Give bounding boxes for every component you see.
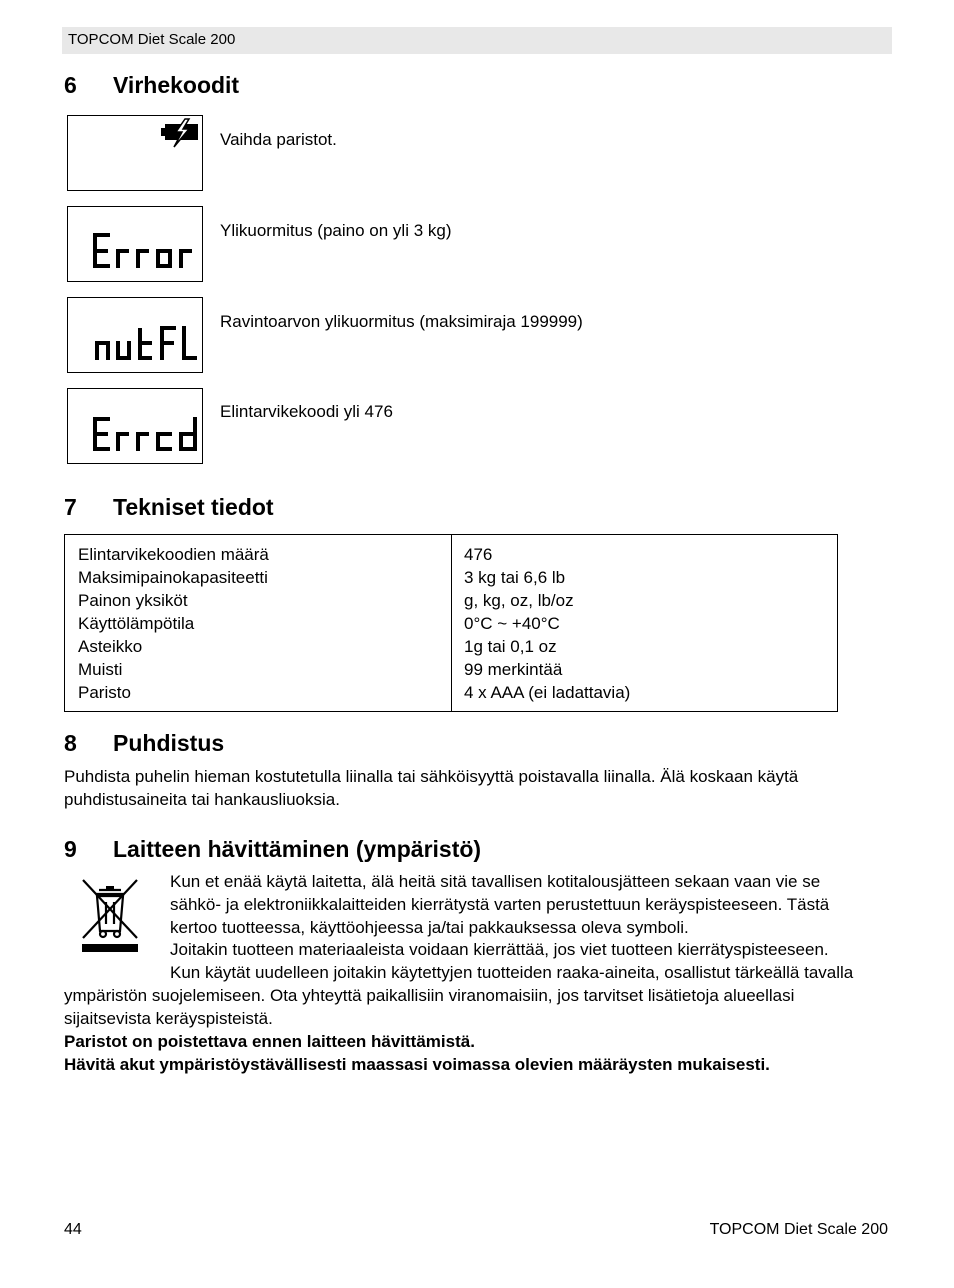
error-text-overload: Ylikuormitus (paino on yli 3 kg) — [220, 221, 452, 240]
page-number: 44 — [64, 1221, 82, 1238]
disposal-line: Kun et enää käytä laitetta, älä heitä sitä tavallisen kotitalousjätteen sekaan vaan vie se — [170, 872, 821, 891]
disposal-line: kertoo tuotteessa, käyttöohjeessa ja/tai pakkauksessa oleva symboli. — [170, 918, 689, 937]
paragraph-line: Puhdista puhelin hieman kostutetulla liinalla tai sähköisyyttä poistavalla liinalla. Älä koskaan käytä — [64, 767, 799, 786]
section-7-heading: 7 Tekniset tiedot — [64, 494, 274, 520]
table-cell: 476 — [464, 545, 493, 564]
paragraph-line: puhdistusaineita tai hankausliuoksia. — [64, 790, 340, 809]
header-title: TOPCOM Diet Scale 200 — [68, 31, 236, 48]
disposal-line: ympäristön suojelemiseen. Ota yhteyttä paikallisiin viranomaisiin, jos tarvitset lisätietoja alueellasi — [64, 986, 795, 1005]
section-9-heading: 9 Laitteen hävittäminen (ympäristö) — [64, 836, 482, 862]
disposal-line: Joitakin tuotteen materiaaleista voidaan kierrättää, jos viet tuotteen kierrätyspisteeseen. — [170, 940, 829, 959]
battery-low-icon — [68, 116, 204, 192]
lcd-nutfl — [67, 297, 203, 373]
page-header — [62, 27, 892, 54]
table-cell: Maksimipainokapasiteetti — [78, 568, 268, 587]
disposal-line: sijaitsevista keräyspisteistä. — [64, 1009, 273, 1028]
spec-labels — [78, 543, 269, 704]
table-cell: Elintarvikekoodien määrä — [78, 545, 269, 564]
table-cell: Asteikko — [78, 637, 143, 656]
table-cell: Käyttölämpötila — [78, 614, 195, 633]
lcd-errcd-digits — [68, 389, 204, 465]
battery-removal-notice: Paristot on poistettava ennen laitteen hävittämistä. — [64, 1032, 475, 1051]
spec-values — [464, 543, 630, 704]
weee-bin-icon — [78, 876, 142, 954]
error-text-foodcode: Elintarvikekoodi yli 476 — [220, 402, 393, 421]
table-cell: Paristo — [78, 683, 131, 702]
error-text-nutrition: Ravintoarvon ylikuormitus (maksimiraja 199999) — [220, 312, 583, 331]
lcd-error-digits — [68, 207, 204, 283]
table-cell: 1g tai 0,1 oz — [464, 637, 557, 656]
table-cell: 99 merkintää — [464, 660, 563, 679]
lcd-battery — [67, 115, 203, 191]
battery-disposal-notice: Hävitä akut ympäristöystävällisesti maassasi voimassa olevien määräysten mukaisesti. — [64, 1055, 770, 1074]
footer-title: TOPCOM Diet Scale 200 — [709, 1221, 888, 1238]
error-text-battery: Vaihda paristot. — [220, 130, 337, 149]
table-cell: Muisti — [78, 660, 123, 679]
disposal-line: sähkö- ja elektroniikkalaitteiden kierrätystä varten perustettuun keräyspisteeseen. Tästä — [170, 895, 830, 914]
section-8-heading: 8 Puhdistus — [64, 730, 225, 756]
lcd-error — [67, 206, 203, 282]
table-cell: g, kg, oz, lb/oz — [464, 591, 574, 610]
section-6-heading: 6 Virhekoodit — [64, 72, 240, 98]
table-cell: 0°C ~ +40°C — [464, 614, 560, 633]
table-cell: 3 kg tai 6,6 lb — [464, 568, 566, 587]
cleaning-paragraph — [64, 765, 894, 811]
table-cell: Painon yksiköt — [78, 591, 188, 610]
table-cell: 4 x AAA (ei ladattavia) — [464, 683, 631, 702]
table-divider — [451, 535, 452, 711]
spec-table — [64, 534, 838, 712]
lcd-errcd — [67, 388, 203, 464]
lcd-nutfl-digits — [68, 298, 204, 374]
disposal-line: Kun käytät uudelleen joitakin käytettyjen tuotteiden raaka-aineita, osallistut tärkeällä tavalla — [170, 963, 854, 982]
